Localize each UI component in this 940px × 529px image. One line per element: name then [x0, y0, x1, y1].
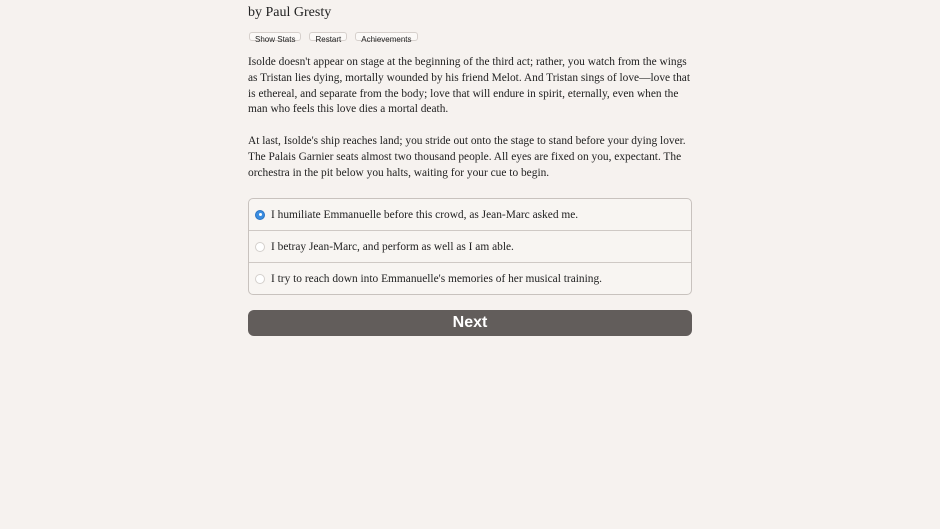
show-stats-button[interactable]: Show Stats	[249, 32, 301, 41]
story-paragraph: Isolde doesn't appear on stage at the beginning of the third act; rather, you watch from the wings as Tristan lies dying, mortally wounded by his friend Melot. And Tristan sings of love—love that is ethereal, and separate from the body; love that will endure in spirit, eternally, even when the man who feels this love dies a mortal death.	[248, 56, 691, 116]
choice-option[interactable]	[249, 199, 691, 230]
story-paragraph: At last, Isolde's ship reaches land; you stride out onto the stage to stand before your dying lover. The Palais Garnier seats almost two thousand people. All eyes are fixed on you, expectant. The orchestra in the pit below you halts, waiting for your cue to begin.	[248, 135, 686, 179]
choice-option[interactable]	[249, 262, 691, 294]
choice-list	[248, 198, 692, 295]
radio-unselected-icon[interactable]	[255, 274, 265, 284]
radio-selected-icon[interactable]	[255, 210, 265, 220]
radio-unselected-icon[interactable]	[255, 242, 265, 252]
choice-label: I betray Jean-Marc, and perform as well as I am able.	[271, 240, 514, 253]
toolbar	[249, 32, 418, 44]
author-byline: by Paul Gresty	[248, 5, 332, 20]
next-button[interactable]: Next	[248, 310, 692, 336]
choice-label: I humiliate Emmanuelle before this crowd, as Jean-Marc asked me.	[271, 208, 579, 221]
achievements-button[interactable]: Achievements	[355, 32, 417, 41]
choice-label: I try to reach down into Emmanuelle's memories of her musical training.	[271, 272, 603, 285]
choice-option[interactable]	[249, 230, 691, 262]
restart-button[interactable]: Restart	[309, 32, 347, 41]
